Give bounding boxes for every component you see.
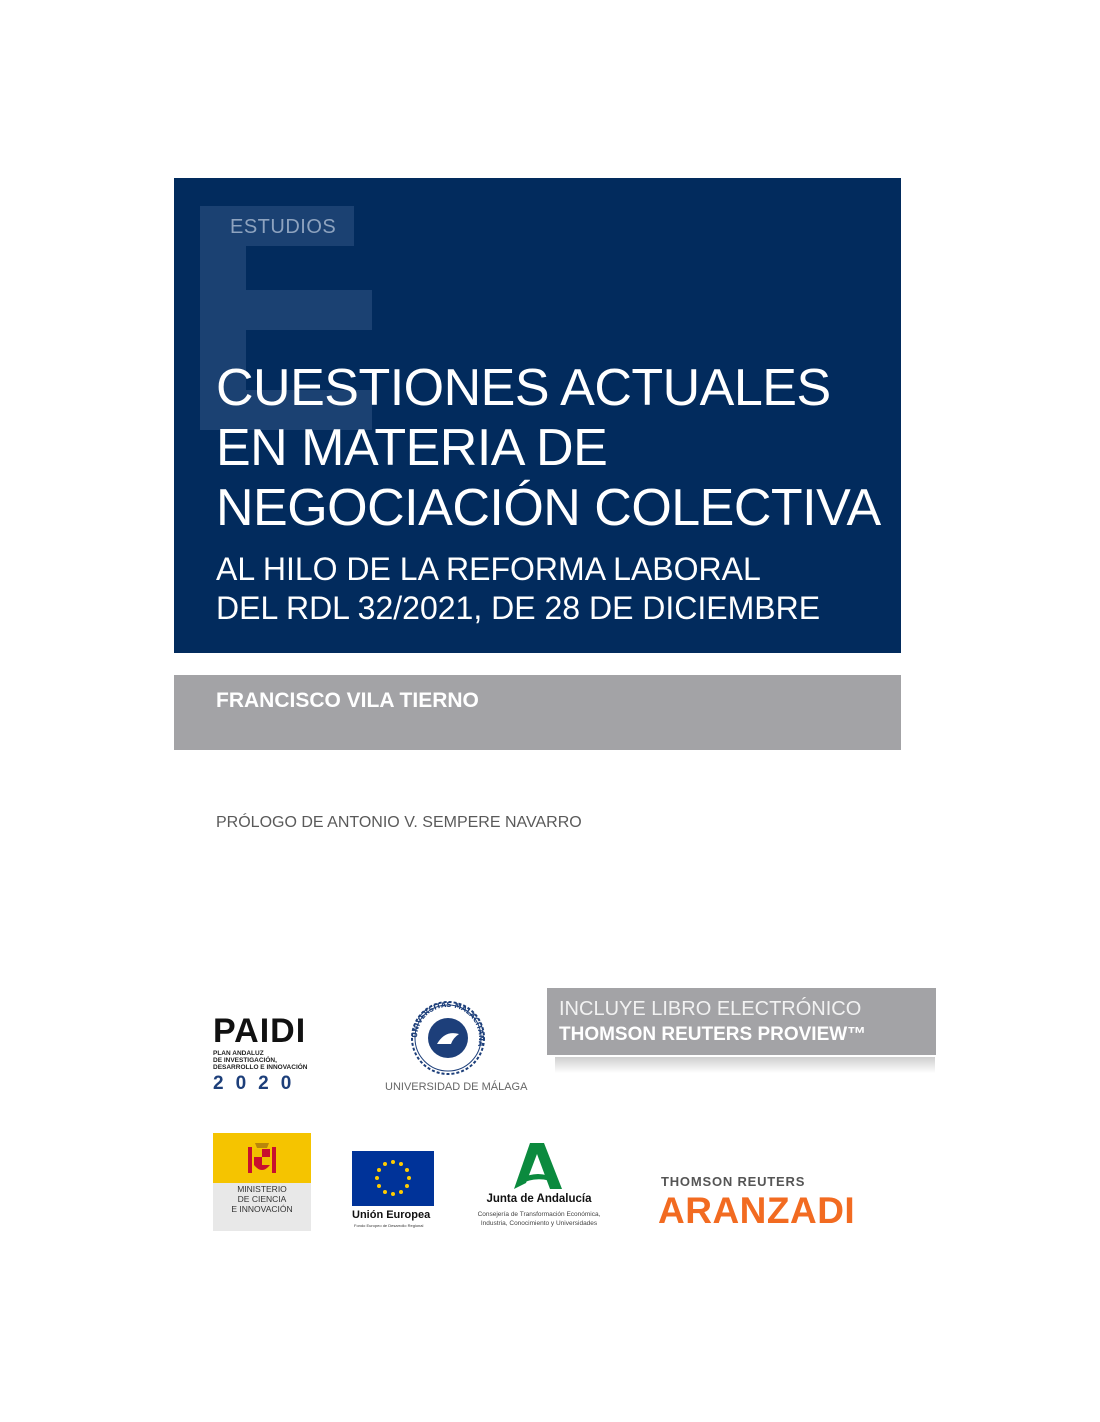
- junta-department-line: Consejería de Transformación Económica,: [477, 1211, 601, 1218]
- publisher-logo: ARANZADI: [658, 1190, 856, 1231]
- eu-name: Unión Europea: [352, 1209, 431, 1221]
- junta-department: [466, 1210, 612, 1228]
- author-name: FRANCISCO VILA TIERNO: [216, 689, 479, 712]
- proview-banner: [547, 988, 936, 1055]
- coat-of-arms-icon: [244, 1139, 280, 1179]
- ministerio-logo: [213, 1133, 311, 1231]
- ministerio-banner: [213, 1133, 311, 1183]
- university-seal-icon: [407, 1000, 489, 1076]
- paidi-subtitle-line: DE INVESTIGACIÓN,: [213, 1057, 277, 1064]
- eu-flag-icon: [352, 1151, 434, 1206]
- junta-name: Junta de Andalucía: [486, 1193, 592, 1205]
- university-name: UNIVERSIDAD DE MÁLAGA: [385, 1081, 528, 1093]
- ministerio-name-line: E INNOVACIÓN: [231, 1204, 293, 1214]
- book-title-line: NEGOCIACIÓN COLECTIVA: [216, 479, 881, 537]
- eu-stars-icon: [352, 1151, 434, 1206]
- book-subtitle-line: AL HILO DE LA REFORMA LABORAL: [216, 551, 761, 587]
- paidi-year: 2020: [213, 1073, 304, 1094]
- paidi-subtitle-line: PLAN ANDALUZ: [213, 1050, 264, 1057]
- book-subtitle-line: DEL RDL 32/2021, DE 28 DE DICIEMBRE: [216, 590, 821, 626]
- junta-andalucia-a-icon: [512, 1139, 564, 1191]
- paidi-subtitle-line: DESARROLLO E INNOVACIÓN: [213, 1064, 308, 1071]
- ministerio-name: [213, 1184, 311, 1214]
- proview-banner-shadow: [555, 1057, 935, 1073]
- book-title-line: CUESTIONES ACTUALES: [216, 359, 831, 417]
- paidi-logo: [213, 1014, 325, 1095]
- seal-ring-text: UNIVERSITAS MALACITANA: [410, 1000, 486, 1048]
- cover-title-panel: [174, 178, 901, 653]
- series-label: ESTUDIOS: [230, 216, 337, 238]
- paidi-subtitle: [213, 1050, 325, 1071]
- book-title-line: EN MATERIA DE: [216, 419, 608, 477]
- proview-line-1: INCLUYE LIBRO ELECTRÓNICO: [559, 998, 862, 1020]
- book-subtitle: [216, 550, 896, 628]
- ministerio-name-line: MINISTERIO: [237, 1184, 287, 1194]
- book-title: [216, 358, 896, 538]
- junta-department-line: Industria, Conocimiento y Universidades: [480, 1220, 598, 1227]
- author-bar: [174, 675, 901, 750]
- proview-line-2: THOMSON REUTERS PROVIEW™: [559, 1024, 867, 1045]
- eu-fund-name: Fondo Europeo de Desarrollo Regional: [354, 1223, 424, 1228]
- paidi-name: PAIDI: [213, 1012, 307, 1050]
- prologue-credit: PRÓLOGO DE ANTONIO V. SEMPERE NAVARRO: [216, 814, 582, 831]
- ministerio-name-line: DE CIENCIA: [237, 1194, 287, 1204]
- publisher-parent: THOMSON REUTERS: [661, 1174, 806, 1189]
